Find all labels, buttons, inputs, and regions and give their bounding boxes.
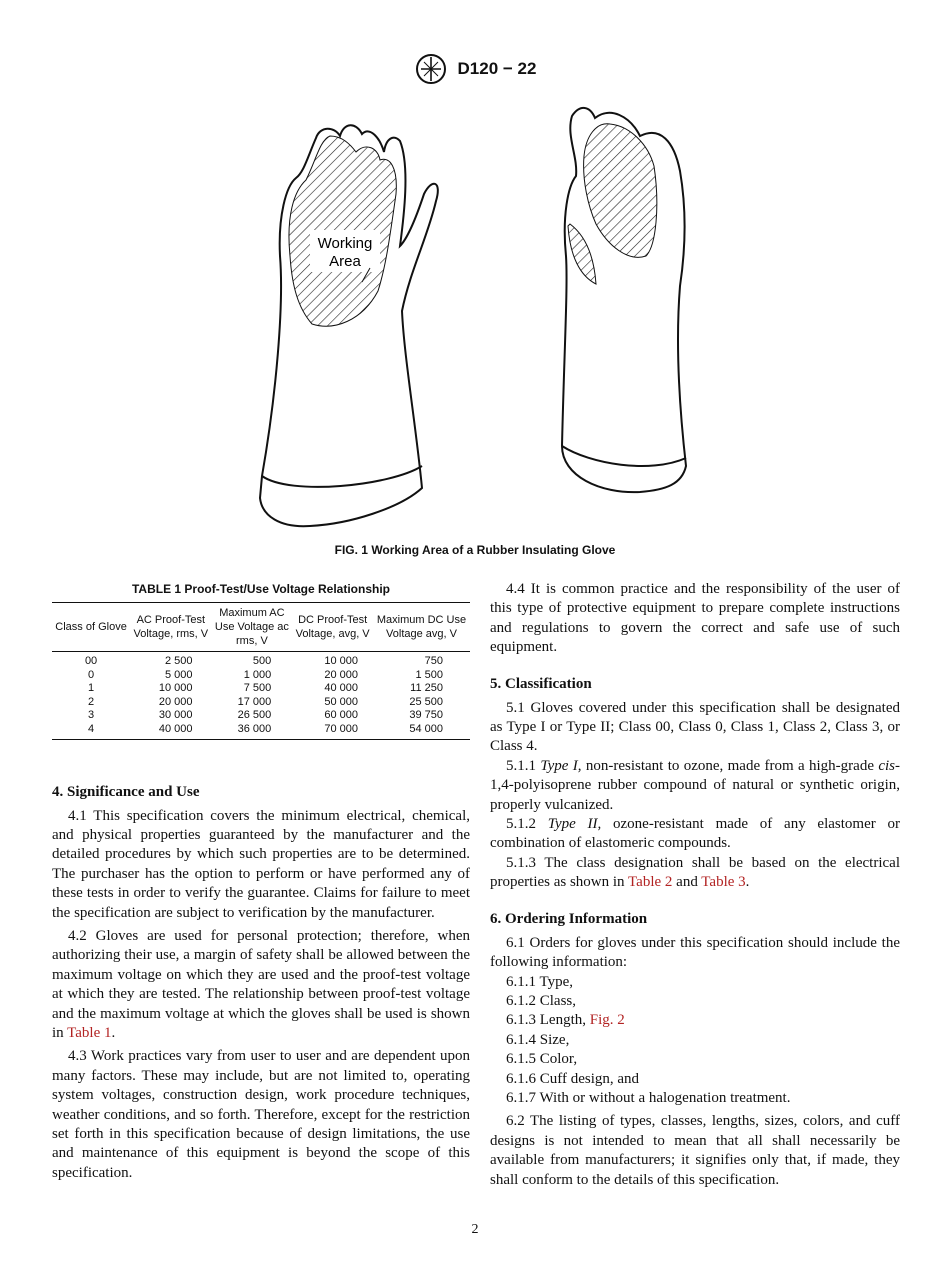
paragraph-4-3: 4.3 Work practices vary from user to user and are dependent upon many factors. These may include, but are not limited to, operating system voltages, construction design, work procedure techniques, weather conditions, and so forth. Therefore, except for the restriction set forth in this specification because of design limitations, the use and maintenance of this equipment is beyond the scope of this specification. xyxy=(52,1048,470,1181)
col-header-dc-proof: DC Proof-Test Voltage, avg, V xyxy=(292,603,373,652)
paragraph-5-1-3: 5.1.3 The class designation shall be based on the electrical properties as shown in Table 2 and Table 3. xyxy=(490,854,900,891)
col-header-class: Class of Glove xyxy=(52,603,130,652)
left-column xyxy=(52,580,470,1183)
table-header-row xyxy=(52,603,470,652)
table-row: 2 20 000 17 000 50 000 25 500 xyxy=(88,695,443,708)
table-2-link[interactable]: Table 2 xyxy=(628,874,673,891)
page-header xyxy=(0,52,950,86)
figure-caption: FIG. 1 Working Area of a Rubber Insulating Glove xyxy=(334,543,616,557)
left-glove xyxy=(260,125,438,526)
voltage-table xyxy=(52,602,470,740)
col-header-ac-proof: AC Proof-Test Voltage, rms, V xyxy=(130,603,211,652)
table-row: 4 40 000 36 000 70 000 54 000 xyxy=(52,723,470,739)
table-row: 0 5 000 1 000 20 000 1 500 xyxy=(88,668,443,681)
document-designation: D120 − 22 xyxy=(457,59,537,78)
list-item: 6.1.4 Size, xyxy=(506,1031,570,1048)
paragraph-5-1-1: 5.1.1 Type I, non-resistant to ozone, made from a high-grade cis-1,4-polyisoprene rubber compound of natural or synthetic origin, properly vulcanized. xyxy=(490,757,900,813)
astm-logo-icon xyxy=(414,52,448,86)
page-number: 2 xyxy=(471,1222,479,1237)
paragraph-4-1: 4.1 This specification covers the minimum electrical, chemical, and physical properties guaranteed by the manufacturer and the detailed procedures by which such properties are to be determined. The purchaser has the option to perform or have performed any of these tests in order to verify the guarantee. Claims for failure to meet the specification are subject to verification by the manufacturer. xyxy=(52,807,470,921)
fig-2-link[interactable]: Fig. 2 xyxy=(589,1012,625,1029)
section-6-heading: 6. Ordering Information xyxy=(490,910,648,927)
right-column xyxy=(490,580,900,1190)
paragraph-4-2: 4.2 Gloves are used for personal protection; therefore, when authorizing their use, a margin of safety shall be allowed between the maximum voltage on which they are used and the proof-test voltage at which they are tested. The relationship between proof-test voltage and the maximum voltage at which the gloves shall be used is shown in Table 1. xyxy=(52,928,470,1042)
list-item: 6.1.6 Cuff design, and xyxy=(506,1070,640,1087)
table-1-link[interactable]: Table 1 xyxy=(67,1025,112,1042)
col-header-max-ac: Maximum AC Use Voltage ac rms, V xyxy=(212,603,293,652)
list-item: 6.1.5 Color, xyxy=(506,1051,578,1068)
section-5-heading: 5. Classification xyxy=(490,675,592,692)
table-title: TABLE 1 Proof-Test/Use Voltage Relationship xyxy=(131,582,391,596)
col-header-max-dc: Maximum DC Use Voltage avg, V xyxy=(373,603,470,652)
paragraph-6-2: 6.2 The listing of types, classes, lengths, sizes, colors, and cuff designs is not intended to mean that all shall necessarily be available from manufacturers; it signifies only that, if made, they shall conform to the details of this specification. xyxy=(490,1113,900,1188)
working-label-line2: Area xyxy=(329,253,361,270)
right-glove xyxy=(562,108,686,492)
paragraph-6-1: 6.1 Orders for gloves under this specification should include the following information: xyxy=(490,934,900,971)
list-item: 6.1.7 With or without a halogenation treatment. xyxy=(506,1089,791,1106)
table-row: 1 10 000 7 500 40 000 11 250 xyxy=(88,682,443,695)
paragraph-4-4: 4.4 It is common practice and the responsibility of the user of this type of protective equipment to prepare complete instructions and regulations to govern the correct and safe use of such equipment. xyxy=(490,581,900,656)
paragraph-5-1-2: 5.1.2 Type II, ozone-resistant made of any elastomer or combination of elastomeric compounds. xyxy=(490,816,900,852)
table-row: 00 2 500 500 10 000 750 xyxy=(84,655,443,667)
table-row: 3 30 000 26 500 60 000 39 750 xyxy=(88,709,443,722)
paragraph-5-1: 5.1 Gloves covered under this specification shall be designated as Type I or Type II; Class 00, Class 0, Class 1, Class 2, Class 3, or Class 4. xyxy=(490,699,900,755)
list-item: 6.1.2 Class, xyxy=(506,992,577,1009)
section-4-heading: 4. Significance and Use xyxy=(52,783,200,800)
list-item: 6.1.3 Length, Fig. 2 xyxy=(506,1012,625,1029)
table-3-link[interactable]: Table 3 xyxy=(701,874,746,891)
working-label-line1: Working xyxy=(317,235,373,252)
glove-figure xyxy=(250,96,700,536)
list-item: 6.1.1 Type, xyxy=(506,973,574,990)
